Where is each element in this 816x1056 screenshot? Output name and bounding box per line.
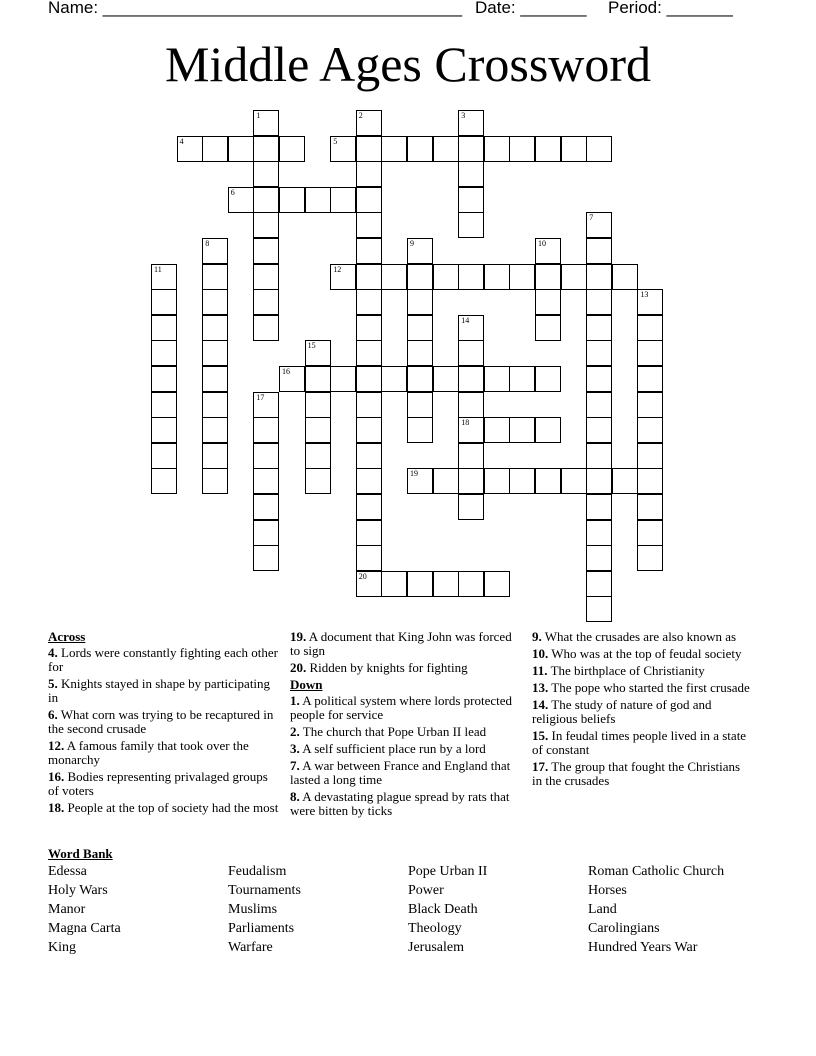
clue-down-8: 8. A devastating plague spread by rats that were bitten by ticks — [290, 789, 510, 818]
crossword-cell[interactable] — [458, 212, 484, 238]
crossword-cell[interactable] — [228, 187, 254, 213]
crossword-cell[interactable] — [253, 315, 279, 341]
crossword-cell[interactable] — [561, 468, 587, 494]
crossword-cell[interactable] — [356, 212, 382, 238]
crossword-cell[interactable] — [202, 366, 228, 392]
crossword-cell[interactable] — [407, 468, 433, 494]
crossword-cell[interactable] — [509, 417, 535, 443]
crossword-cell[interactable] — [356, 545, 382, 571]
clue-down-10: 10. Who was at the top of feudal society — [532, 646, 742, 661]
crossword-cell[interactable] — [637, 443, 663, 469]
crossword-cell[interactable] — [612, 468, 638, 494]
crossword-cell[interactable] — [612, 264, 638, 290]
crossword-cell[interactable] — [305, 443, 331, 469]
crossword-cell[interactable] — [484, 366, 510, 392]
crossword-cell[interactable] — [637, 340, 663, 366]
crossword-cell[interactable] — [484, 136, 510, 162]
word-bank-word: Hundred Years War — [588, 940, 698, 955]
word-bank-column-3 — [408, 864, 487, 959]
clue-down-2: 2. The church that Pope Urban II lead — [290, 724, 487, 739]
clue-across-12: 12. A famous family that took over the monarchy — [48, 738, 249, 767]
crossword-cell[interactable] — [637, 289, 663, 315]
clue-down-7: 7. A war between France and England that lasted a long time — [290, 758, 511, 787]
crossword-cell[interactable] — [202, 417, 228, 443]
crossword-cell[interactable] — [458, 417, 484, 443]
crossword-cell[interactable] — [305, 417, 331, 443]
crossword-cell[interactable] — [637, 315, 663, 341]
crossword-cell[interactable] — [202, 468, 228, 494]
crossword-cell[interactable] — [253, 136, 279, 162]
crossword-cell[interactable] — [637, 366, 663, 392]
crossword-cell[interactable] — [407, 136, 433, 162]
word-bank-word: Holy Wars — [48, 883, 108, 898]
crossword-cell[interactable] — [637, 468, 663, 494]
crossword-cell[interactable] — [458, 468, 484, 494]
crossword-cell[interactable] — [433, 468, 459, 494]
crossword-cell[interactable] — [637, 520, 663, 546]
word-bank-word: Pope Urban II — [408, 864, 488, 879]
clues-column-3 — [532, 630, 752, 791]
clue-number: 20 — [358, 571, 367, 581]
crossword-cell[interactable] — [535, 315, 561, 341]
page-title: Middle Ages Crossword — [164, 36, 652, 92]
crossword-cell[interactable] — [407, 238, 433, 264]
crossword-cell[interactable] — [253, 264, 279, 290]
crossword-cell[interactable] — [535, 136, 561, 162]
crossword-cell[interactable] — [356, 315, 382, 341]
crossword-cell[interactable] — [305, 340, 331, 366]
crossword-cell[interactable] — [356, 520, 382, 546]
crossword-cell[interactable] — [637, 392, 663, 418]
crossword-cell[interactable] — [151, 289, 177, 315]
date-field-label: Date: _______ — [475, 0, 587, 17]
crossword-cell[interactable] — [535, 366, 561, 392]
crossword-cell[interactable] — [356, 417, 382, 443]
crossword-cell[interactable] — [535, 238, 561, 264]
crossword-cell[interactable] — [586, 571, 612, 597]
clue-across-20: 20. Ridden by knights for fighting — [290, 660, 468, 675]
down-heading: Down — [290, 677, 323, 692]
crossword-cell[interactable] — [356, 366, 382, 392]
crossword-cell[interactable] — [356, 494, 382, 520]
crossword-cell[interactable] — [586, 596, 612, 622]
clue-number: 7 — [589, 213, 594, 223]
clue-number: 9 — [410, 239, 414, 248]
crossword-cell[interactable] — [458, 264, 484, 290]
clue-down-13: 13. The pope who started the first crusade — [532, 680, 750, 695]
crossword-cell[interactable] — [586, 340, 612, 366]
word-bank-word: King — [48, 940, 76, 955]
crossword-cell[interactable] — [356, 187, 382, 213]
crossword-cell[interactable] — [407, 315, 433, 341]
crossword-cell[interactable] — [202, 315, 228, 341]
clue-across-5: 5. Knights stayed in shape by participating in — [48, 676, 271, 705]
crossword-cell[interactable] — [356, 136, 382, 162]
crossword-cell[interactable] — [253, 392, 279, 418]
word-bank-word: Horses — [588, 883, 627, 898]
crossword-cell[interactable] — [253, 161, 279, 187]
crossword-cell[interactable] — [151, 315, 177, 341]
crossword-cell[interactable] — [509, 366, 535, 392]
clue-down-11: 11. The birthplace of Christianity — [532, 663, 705, 678]
crossword-cell[interactable] — [509, 468, 535, 494]
word-bank-word: Power — [408, 883, 444, 898]
crossword-cell[interactable] — [509, 136, 535, 162]
crossword-cell[interactable] — [279, 187, 305, 213]
crossword-cell[interactable] — [458, 136, 484, 162]
word-bank-word: Warfare — [228, 940, 273, 955]
clue-number: 18 — [461, 418, 470, 428]
crossword-cell[interactable] — [253, 443, 279, 469]
crossword-cell[interactable] — [586, 366, 612, 392]
word-bank-column-4 — [588, 864, 724, 959]
crossword-cell[interactable] — [381, 136, 407, 162]
crossword-cell[interactable] — [228, 136, 254, 162]
crossword-cell[interactable] — [202, 238, 228, 264]
clue-number: 2 — [358, 111, 363, 120]
crossword-cell[interactable] — [458, 187, 484, 213]
crossword-cell[interactable] — [586, 520, 612, 546]
word-bank-column-1 — [48, 864, 121, 959]
crossword-cell[interactable] — [637, 417, 663, 443]
crossword-cell[interactable] — [177, 136, 203, 162]
crossword-cell[interactable] — [407, 392, 433, 418]
clue-number: 12 — [333, 264, 342, 274]
crossword-cell[interactable] — [151, 340, 177, 366]
crossword-cell[interactable] — [407, 417, 433, 443]
clue-number: 16 — [282, 367, 290, 376]
crossword-cell[interactable] — [586, 545, 612, 571]
crossword-cell[interactable] — [279, 366, 305, 392]
clue-number: 5 — [333, 136, 338, 146]
clue-number: 14 — [461, 315, 470, 325]
crossword-cell[interactable] — [151, 468, 177, 494]
crossword-cell[interactable] — [253, 468, 279, 494]
clue-across-16: 16. Bodies representing privalaged groups of voters — [48, 769, 268, 798]
clue-number: 8 — [205, 239, 210, 248]
crossword-cell[interactable] — [535, 264, 561, 290]
crossword-cell[interactable] — [407, 366, 433, 392]
crossword-cell[interactable] — [202, 289, 228, 315]
clue-number: 15 — [307, 341, 316, 351]
crossword-cell[interactable] — [356, 238, 382, 264]
crossword-cell[interactable] — [407, 289, 433, 315]
crossword-cell[interactable] — [305, 366, 331, 392]
clues-column-2 — [290, 630, 522, 821]
clue-across-18: 18. People at the top of society had the most — [48, 800, 279, 815]
clue-down-17: 17. The group that fought the Christians in the crusades — [532, 759, 741, 788]
word-bank-word: Feudalism — [228, 864, 287, 879]
crossword-cell[interactable] — [253, 494, 279, 520]
crossword-cell[interactable] — [433, 571, 459, 597]
crossword-cell[interactable] — [407, 264, 433, 290]
crossword-cell[interactable] — [151, 417, 177, 443]
crossword-cell[interactable] — [151, 366, 177, 392]
crossword-cell[interactable] — [433, 264, 459, 290]
clue-across-6: 6. What corn was trying to be recaptured in the second crusade — [48, 707, 274, 736]
crossword-cell[interactable] — [330, 366, 356, 392]
crossword-cell[interactable] — [433, 366, 459, 392]
crossword-cell[interactable] — [586, 289, 612, 315]
word-bank-word: Parliaments — [228, 921, 295, 936]
crossword-cell[interactable] — [151, 264, 177, 290]
word-bank-column-2 — [228, 864, 301, 959]
crossword-cell[interactable] — [637, 545, 663, 571]
crossword-cell[interactable] — [356, 289, 382, 315]
word-bank-word: Carolingians — [588, 921, 660, 936]
crossword-cell[interactable] — [253, 212, 279, 238]
crossword-cell[interactable] — [535, 417, 561, 443]
crossword-cell[interactable] — [253, 417, 279, 443]
crossword-cell[interactable] — [458, 494, 484, 520]
word-bank-word: Edessa — [48, 864, 87, 879]
crossword-cell[interactable] — [330, 187, 356, 213]
crossword-cell[interactable] — [253, 289, 279, 315]
period-field-label: Period: _______ — [608, 0, 733, 17]
crossword-cell[interactable] — [407, 571, 433, 597]
name-field-label: Name: ______________________________________ — [48, 0, 463, 17]
crossword-cell[interactable] — [586, 443, 612, 469]
crossword-cell[interactable] — [561, 264, 587, 290]
clue-number: 1 — [256, 111, 261, 120]
word-bank-word: Theology — [408, 921, 462, 936]
clue-down-15: 15. In feudal times people lived in a state of constant — [532, 728, 747, 757]
crossword-cell[interactable] — [356, 264, 382, 290]
clue-number: 19 — [410, 469, 418, 479]
clue-down-14: 14. The study of nature of god and religious beliefs — [532, 697, 712, 726]
crossword-cell[interactable] — [356, 468, 382, 494]
clue-down-1: 1. A political system where lords protected people for service — [290, 693, 513, 722]
crossword-cell[interactable] — [586, 136, 612, 162]
crossword-cell[interactable] — [586, 264, 612, 290]
clue-across-19: 19. A document that King John was forced to sign — [290, 629, 512, 658]
crossword-cell[interactable] — [484, 264, 510, 290]
crossword-cell[interactable] — [458, 110, 484, 136]
crossword-cell[interactable] — [637, 494, 663, 520]
crossword-cell[interactable] — [305, 468, 331, 494]
clue-number: 11 — [154, 264, 162, 274]
crossword-cell[interactable] — [458, 315, 484, 341]
crossword-cell[interactable] — [151, 443, 177, 469]
clue-number: 6 — [230, 187, 235, 197]
word-bank-heading: Word Bank — [48, 846, 113, 861]
crossword-cell[interactable] — [586, 238, 612, 264]
word-bank-word: Tournaments — [228, 883, 301, 898]
crossword-cell[interactable] — [202, 443, 228, 469]
crossword-cell[interactable] — [381, 571, 407, 597]
clue-number: 4 — [179, 136, 184, 146]
crossword-cell[interactable] — [356, 161, 382, 187]
clue-number: 17 — [256, 392, 265, 402]
word-bank-word: Black Death — [408, 902, 478, 917]
crossword-cell[interactable] — [484, 468, 510, 494]
crossword-cell[interactable] — [458, 443, 484, 469]
crossword-cell[interactable] — [330, 136, 356, 162]
crossword-cell[interactable] — [253, 545, 279, 571]
word-bank-word: Roman Catholic Church — [588, 864, 725, 879]
word-bank-word: Magna Carta — [48, 921, 121, 936]
clue-number: 10 — [538, 239, 546, 248]
clue-down-3: 3. A self sufficient place run by a lord — [290, 741, 486, 756]
clue-across-4: 4. Lords were constantly fighting each other for — [48, 645, 278, 674]
crossword-cell[interactable] — [356, 340, 382, 366]
crossword-cell[interactable] — [484, 417, 510, 443]
crossword-cell[interactable] — [356, 571, 382, 597]
crossword-cell[interactable] — [458, 392, 484, 418]
crossword-cell[interactable] — [535, 468, 561, 494]
crossword-cell[interactable] — [253, 238, 279, 264]
crossword-cell[interactable] — [586, 212, 612, 238]
crossword-cell[interactable] — [381, 264, 407, 290]
crossword-cell[interactable] — [330, 264, 356, 290]
crossword-cell[interactable] — [509, 264, 535, 290]
crossword-cell[interactable] — [407, 340, 433, 366]
crossword-cell[interactable] — [586, 315, 612, 341]
crossword-cell[interactable] — [253, 520, 279, 546]
crossword-cell[interactable] — [151, 392, 177, 418]
clue-number: 3 — [461, 111, 466, 120]
crossword-cell[interactable] — [356, 110, 382, 136]
crossword-cell[interactable] — [484, 571, 510, 597]
across-heading: Across — [48, 629, 86, 644]
crossword-cell[interactable] — [586, 494, 612, 520]
crossword-cell[interactable] — [586, 417, 612, 443]
crossword-cell[interactable] — [279, 136, 305, 162]
clue-down-9: 9. What the crusades are also known as — [532, 629, 737, 644]
crossword-cell[interactable] — [433, 136, 459, 162]
word-bank-word: Jerusalem — [408, 940, 464, 955]
crossword-cell[interactable] — [458, 340, 484, 366]
crossword-cell[interactable] — [356, 392, 382, 418]
crossword-cell[interactable] — [202, 136, 228, 162]
crossword-cell[interactable] — [253, 187, 279, 213]
word-bank-word: Land — [588, 902, 617, 917]
crossword-cell[interactable] — [561, 136, 587, 162]
crossword-cell[interactable] — [458, 366, 484, 392]
crossword-cell[interactable] — [381, 366, 407, 392]
crossword-cell[interactable] — [458, 161, 484, 187]
crossword-cell[interactable] — [202, 340, 228, 366]
crossword-cell[interactable] — [202, 264, 228, 290]
crossword-cell[interactable] — [202, 392, 228, 418]
crossword-cell[interactable] — [305, 392, 331, 418]
crossword-cell[interactable] — [458, 571, 484, 597]
crossword-cell[interactable] — [356, 443, 382, 469]
word-bank-word: Manor — [48, 902, 86, 917]
word-bank-word: Muslims — [228, 902, 278, 917]
crossword-cell[interactable] — [535, 289, 561, 315]
crossword-cell[interactable] — [253, 110, 279, 136]
crossword-cell[interactable] — [305, 187, 331, 213]
crossword-cell[interactable] — [586, 392, 612, 418]
clues-column-1 — [48, 630, 280, 818]
crossword-cell[interactable] — [586, 468, 612, 494]
clue-number: 13 — [640, 290, 649, 300]
